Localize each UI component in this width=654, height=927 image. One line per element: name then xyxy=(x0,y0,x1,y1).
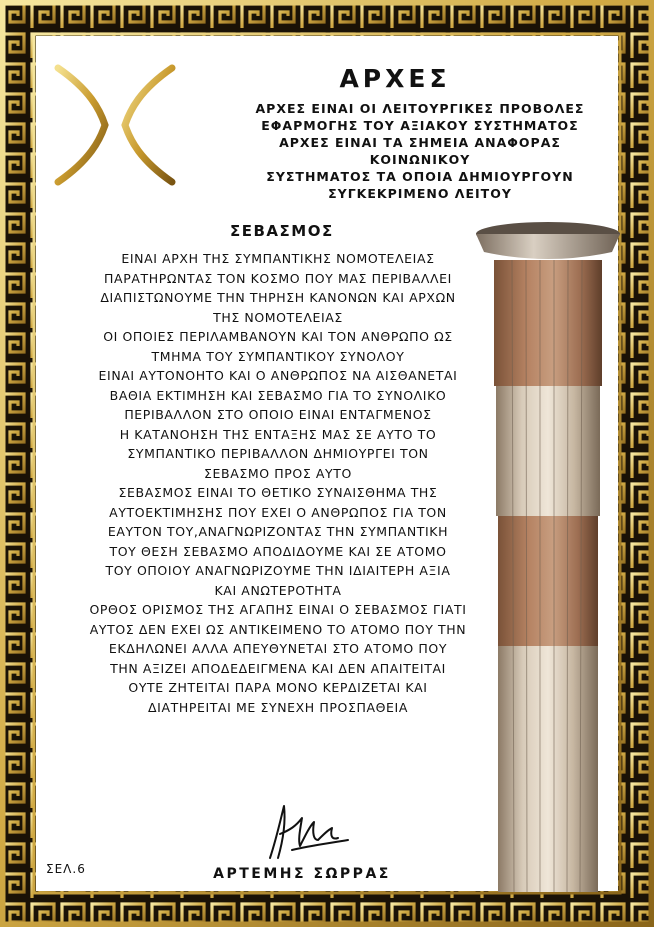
text-line: ΕΚΔΗΛΩΝΕΙ ΑΛΛΑ ΑΠΕΥΘΥΝΕΤΑΙ ΣΤΟ ΑΤΟΜΟ ΠΟΥ xyxy=(108,641,448,656)
text-line: ΚΑΙ ΑΝΩΤΕΡΟΤΗΤΑ xyxy=(214,582,342,598)
text-line: ΤΗΝ ΑΞΙΖΕΙ ΑΠΟΔΕΔΕΙΓΜΕΝΑ ΚΑΙ ΔΕΝ ΑΠΑΙΤΕΙΤΑΙ xyxy=(110,660,446,676)
text-line: ΠΑΡΑΤΗΡΩΝΤΑΣ ΤΟΝ ΚΟΣΜΟ ΠΟΥ ΜΑΣ ΠΕΡΙΒΑΛΛΕΙ xyxy=(104,270,452,286)
subtitle-block xyxy=(230,100,610,202)
text-line: ΠΕΡΙΒΑΛΛΟΝ ΣΤΟ ΟΠΟΙΟ ΕΙΝΑΙ ΕΝΤΑΓΜΕΝΟΣ xyxy=(124,407,432,422)
page-title: ΑΡΧΕΣ xyxy=(339,64,451,93)
text-line: ΤΟΥ ΘΕΣΗ ΣΕΒΑΣΜΟ ΑΠΟΔΙΔΟΥΜΕ ΚΑΙ ΣΕ ΑΤΟΜΟ xyxy=(109,543,447,559)
text-line: ΕΑΥΤΟΝ ΤΟΥ,ΑΝΑΓΝΩΡΙΖΟΝΤΑΣ ΤΗΝ ΣΥΜΠΑΝΤΙΚΗ xyxy=(107,524,449,539)
text-line: ΔΙΑΤΗΡΕΙΤΑΙ ΜΕ ΣΥΝΕΧΗ ΠΡΟΣΠΑΘΕΙΑ xyxy=(148,699,408,715)
symbol-logo xyxy=(50,60,180,190)
text-line: ΣΕΒΑΣΜΟΣ ΕΙΝΑΙ ΤΟ ΘΕΤΙΚΟ ΣΥΝΑΙΣΘΗΜΑ ΤΗΣ xyxy=(118,485,438,500)
body-text xyxy=(38,249,518,717)
text-line: ΑΥΤΟΕΚΤΙΜΗΣΗΣ ΠΟΥ ΕΧΕΙ Ο ΑΝΘΡΩΠΟΣ ΓΙΑ ΤΟΝ xyxy=(109,504,447,520)
section-title: ΣΕΒΑΣΜΟΣ xyxy=(230,222,334,240)
author-name: ΑΡΤΕΜΗΣ ΣΩΡΡΑΣ xyxy=(213,866,391,882)
subtitle-line: ΑΡΧΕΣ ΕΙΝΑΙ ΟΙ ΛΕΙΤΟΥΡΓΙΚΕΣ ΠΡΟΒΟΛΕΣ xyxy=(255,101,585,116)
subtitle-line: ΕΦΑΡΜΟΓΗΣ ΤΟΥ ΑΞΙΑΚΟΥ ΣΥΣΤΗΜΑΤΟΣ xyxy=(261,118,579,133)
text-line: Η ΚΑΤΑΝΟΗΣΗ ΤΗΣ ΕΝΤΑΞΗΣ ΜΑΣ ΣΕ ΑΥΤΟ ΤΟ xyxy=(119,426,437,442)
text-line: ΟΙ ΟΠΟΙΕΣ ΠΕΡΙΛΑΜΒΑΝΟΥΝ ΚΑΙ ΤΟΝ ΑΝΘΡΩΠΟ ΩΣ xyxy=(103,329,453,344)
text-line: ΟΥΤΕ ΖΗΤΕΙΤΑΙ ΠΑΡΑ ΜΟΝΟ ΚΕΡΔΙΖΕΤΑΙ ΚΑΙ xyxy=(128,680,428,695)
page-number: ΣΕΛ.6 xyxy=(46,862,86,876)
column-illustration xyxy=(474,216,622,892)
text-line: ΣΕΒΑΣΜΟ ΠΡΟΣ ΑΥΤΟ xyxy=(204,465,352,481)
subtitle-line: ΣΥΓΚΕΚΡΙΜΕΝΟ ΛΕΙΤΟΥ xyxy=(328,186,512,201)
text-line: ΟΡΘΟΣ ΟΡΙΣΜΟΣ ΤΗΣ ΑΓΑΠΗΣ ΕΙΝΑΙ Ο ΣΕΒΑΣΜΟΣ ΓΙΑΤΙ xyxy=(89,602,467,617)
text-line: ΤΗΣ ΝΟΜΟΤΕΛΕΙΑΣ xyxy=(213,309,343,325)
subtitle-line: ΑΡΧΕΣ ΕΙΝΑΙ ΤΑ ΣΗΜΕΙΑ ΑΝΑΦΟΡΑΣ ΚΟΙΝΩΝΙΚΟΥ xyxy=(279,135,561,167)
text-line: ΕΙΝΑΙ ΑΡΧΗ ΤΗΣ ΣΥΜΠΑΝΤΙΚΗΣ ΝΟΜΟΤΕΛΕΙΑΣ xyxy=(121,251,435,266)
subtitle-line: ΣΥΣΤΗΜΑΤΟΣ ΤΑ ΟΠΟΙΑ ΔΗΜΙΟΥΡΓΟΥΝ xyxy=(266,169,574,184)
text-line: ΔΙΑΠΙΣΤΩΝΟΥΜΕ ΤΗΝ ΤΗΡΗΣΗ ΚΑΝΟΝΩΝ ΚΑΙ ΑΡΧΩΝ xyxy=(100,290,456,305)
text-line: ΕΙΝΑΙ ΑΥΤΟΝΟΗΤΟ ΚΑΙ Ο ΑΝΘΡΩΠΟΣ ΝΑ ΑΙΣΘΑΝΕΤΑΙ xyxy=(98,368,458,383)
signature-image xyxy=(262,800,352,866)
text-line: ΤΟΥ ΟΠΟΙΟΥ ΑΝΑΓΝΩΡΙΖΟΥΜΕ ΤΗΝ ΙΔΙΑΙΤΕΡΗ ΑΞΙΑ xyxy=(105,563,451,578)
text-line: ΒΑΘΙΑ ΕΚΤΙΜΗΣΗ ΚΑΙ ΣΕΒΑΣΜΟ ΓΙΑ ΤΟ ΣΥΝΟΛΙΚΟ xyxy=(109,387,447,403)
text-line: ΑΥΤΟΣ ΔΕΝ ΕΧΕΙ ΩΣ ΑΝΤΙΚΕΙΜΕΝΟ ΤΟ ΑΤΟΜΟ ΠΟΥ ΤΗΝ xyxy=(89,621,467,637)
text-line: ΤΜΗΜΑ ΤΟΥ ΣΥΜΠΑΝΤΙΚΟΥ ΣΥΝΟΛΟΥ xyxy=(151,348,405,364)
text-line: ΣΥΜΠΑΝΤΙΚΟ ΠΕΡΙΒΑΛΛΟΝ ΔΗΜΙΟΥΡΓΕΙ ΤΟΝ xyxy=(127,446,429,461)
